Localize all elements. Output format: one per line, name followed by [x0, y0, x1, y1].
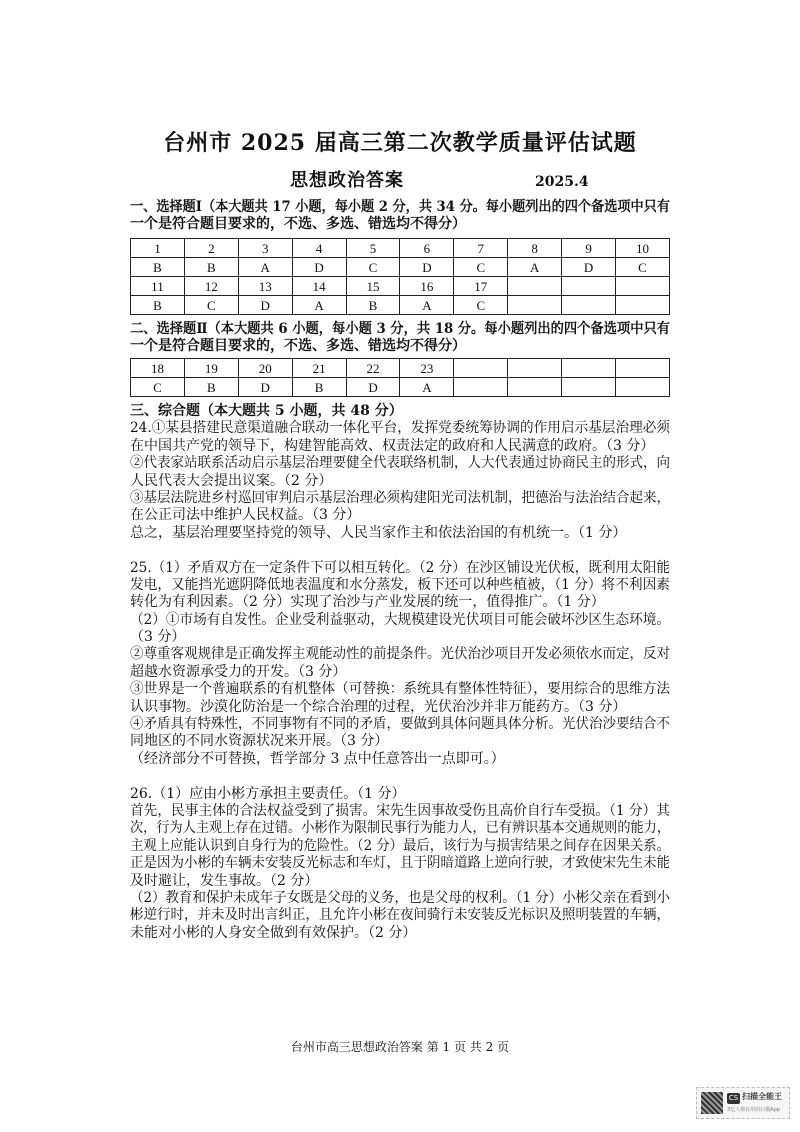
answer-body [130, 403, 670, 942]
camscanner-logo-icon: CS [728, 1094, 739, 1102]
table-cell: 10 [616, 239, 670, 258]
table-cell: B [346, 296, 400, 315]
blank-line [130, 542, 670, 559]
scanner-watermark [696, 1087, 790, 1119]
text-line: 在公正司法中维护人民权益。（3 分） [130, 507, 361, 524]
text-line: （经济部分不可替换，哲学部分 3 点中任意答出一点即可。） [130, 750, 505, 767]
table-cell [562, 359, 616, 378]
text-line: 26.（1）应由小彬方承担主要责任。（1 分） [130, 785, 406, 802]
text-line: ②尊重客观规律是正确发挥主观能动性的前提条件。光伏治沙项目开发必须依水而定，反对 [130, 646, 670, 663]
table-cell: C [346, 258, 400, 277]
table-cell [508, 378, 562, 397]
table-cell [616, 378, 670, 397]
table-cell: B [184, 258, 238, 277]
qr-code-icon [701, 1092, 723, 1114]
table-cell: 7 [454, 239, 508, 258]
table-cell: 12 [184, 277, 238, 296]
table-cell: 15 [346, 277, 400, 296]
table-cell: 20 [238, 359, 292, 378]
table-cell: C [454, 296, 508, 315]
table-cell [562, 296, 616, 315]
table-cell [616, 277, 670, 296]
table-cell: C [616, 258, 670, 277]
text-line: 总之，基层治理要坚持党的领导、人民当家作主和依法治国的有机统一。（1 分） [130, 524, 627, 541]
text-line: 24.①某县搭建民意渠道融合联动一体化平台，发挥党委统筹协调的作用启示基层治理必须 [130, 420, 670, 437]
page-footer: 台州市高三思想政治答案 第 1 页 共 2 页 [290, 1040, 510, 1054]
text-line: 转化为有利因素。（2 分）实现了治沙与产业发展的统一，值得推广。（1 分） [130, 594, 605, 611]
answer-row [131, 296, 670, 315]
document-subtitle: 思想政治答案 [290, 170, 404, 191]
text-line: 正是因为小彬的车辆未安装反光标志和车灯，且于阴暗道路上逆向行驶，才致使宋先生未能 [130, 855, 670, 872]
text-line: 同地区的不同水资源状况来开展。（3 分） [130, 733, 389, 750]
table-cell: C [131, 378, 185, 397]
text-line: ③基层法院进乡村巡回审判启示基层治理必须构建阳光司法机制，把德治与法治结合起来， [130, 489, 670, 506]
watermark-slogan: 3亿人都在用的扫描App [727, 1107, 780, 1113]
table-cell: 4 [292, 239, 346, 258]
text-line: 二、选择题Ⅱ（本大题共 6 小题，每小题 3 分，共 18 分。每小题列出的四个备选项中只有 [130, 321, 670, 337]
table-cell: A [400, 378, 454, 397]
table-cell: 5 [346, 239, 400, 258]
document-date: 2025.4 [535, 174, 589, 190]
text-line: ②代表家站联系活动启示基层治理要健全代表联络机制，人大代表通过协商民主的形式，向 [130, 455, 670, 472]
table-cell: A [400, 296, 454, 315]
answer-row [131, 258, 670, 277]
text-line: 认识事物。沙漠化防治是一个综合治理的过程，光伏治沙并非万能药方。（3 分） [130, 698, 627, 715]
watermark-name: 扫描全能王 [742, 1092, 782, 1101]
table-cell [616, 296, 670, 315]
text-line: ④矛盾具有特殊性，不同事物有不同的矛盾，要做到具体问题具体分析。光伏治沙要结合不 [130, 716, 670, 733]
table-cell: 6 [400, 239, 454, 258]
text-line: 彬逆行时，并未及时出言纠正，且允许小彬在夜间骑行未安装反光标识及照明装置的车辆， [130, 907, 670, 924]
text-line: 发电，又能挡光遮阴降低地表温度和水分蒸发，板下还可以种些植被，（1 分）将不利因素 [130, 576, 670, 593]
text-line: 人民代表大会提出议案。（2 分） [130, 472, 333, 489]
text-line: 在中国共产党的领导下，构建智能高效、权责法定的政府和人民满意的政府。（3 分） [130, 437, 655, 454]
section1-answer-table [130, 238, 670, 315]
table-cell: D [292, 258, 346, 277]
table-cell [508, 296, 562, 315]
text-line: 一、选择题Ⅰ（本大题共 17 小题，每小题 2 分，共 34 分。每小题列出的四个备选项中只有 [130, 199, 670, 215]
table-cell: 3 [238, 239, 292, 258]
table-cell: D [238, 378, 292, 397]
table-cell: B [131, 296, 185, 315]
text-line: （2）教育和保护未成年子女既是父母的义务，也是父母的权利。（1 分）小彬父亲在看到小 [130, 889, 670, 906]
table-cell: 22 [346, 359, 400, 378]
table-cell: D [346, 378, 400, 397]
table-cell: D [238, 296, 292, 315]
table-cell: 17 [454, 277, 508, 296]
table-cell: C [454, 258, 508, 277]
table-cell: 8 [508, 239, 562, 258]
text-line: 次，行为人主观上存在过错。小彬作为限制民事行为能力人，已有辨识基本交通规则的能力， [130, 820, 670, 837]
table-cell [562, 277, 616, 296]
blank-line [130, 768, 670, 785]
table-cell: A [238, 258, 292, 277]
section1-heading [130, 199, 670, 234]
document-title: 台州市 2025 届高三第二次教学质量评估试题 [163, 130, 637, 156]
section2-heading [130, 321, 670, 356]
table-cell: 11 [131, 277, 185, 296]
table-cell: 14 [292, 277, 346, 296]
table-cell: 9 [562, 239, 616, 258]
table-cell: 19 [184, 359, 238, 378]
text-line: 未能对小彬的人身安全做到有效保护。（2 分） [130, 924, 417, 941]
question-number-row [131, 277, 670, 296]
table-cell: 18 [131, 359, 185, 378]
table-cell: 2 [184, 239, 238, 258]
question-number-row [131, 239, 670, 258]
table-cell: D [400, 258, 454, 277]
answer-row [131, 378, 670, 397]
table-cell: A [292, 296, 346, 315]
table-cell: 13 [238, 277, 292, 296]
text-line: 及时避让，发生事故。（2 分） [130, 872, 319, 889]
table-cell: A [508, 258, 562, 277]
table-cell [454, 359, 508, 378]
table-cell: 21 [292, 359, 346, 378]
text-line: ③世界是一个普遍联系的有机整体（可替换：系统具有整体性特征），要用综合的思维方法 [130, 681, 670, 698]
table-cell: B [131, 258, 185, 277]
section2-answer-table [130, 358, 670, 397]
text-line: 主观上应能认识到自身行为的危险性。（2 分）最后，该行为与损害结果之间存在因果关系。 [130, 837, 670, 854]
text-line: 首先，民事主体的合法权益受到了损害。宋先生因事故受伤且高价自行车受损。（1 分）其 [130, 802, 670, 819]
table-cell [562, 378, 616, 397]
text-line: 25.（1）矛盾双方在一定条件下可以相互转化。（2 分）在沙区铺设光伏板，既利用太阳能 [130, 559, 670, 576]
table-cell: B [292, 378, 346, 397]
table-cell: B [184, 378, 238, 397]
table-cell [454, 378, 508, 397]
table-cell [508, 277, 562, 296]
text-line: 超越水资源承受力的开发。（3 分） [130, 663, 347, 680]
table-cell: 16 [400, 277, 454, 296]
table-cell [508, 359, 562, 378]
table-cell [616, 359, 670, 378]
text-line: （3 分） [130, 629, 186, 646]
table-cell: 23 [400, 359, 454, 378]
text-line: 三、综合题（本大题共 5 小题，共 48 分） [130, 403, 403, 419]
text-line: （2）①市场有自发性。企业受利益驱动，大规模建设光伏项目可能会破坏沙区生态环境。 [130, 611, 670, 628]
text-line: 一个是符合题目要求的，不选、多选、错选均不得分） [130, 216, 466, 233]
question-number-row [131, 359, 670, 378]
table-cell: 1 [131, 239, 185, 258]
table-cell: D [562, 258, 616, 277]
table-cell: C [184, 296, 238, 315]
text-line: 一个是符合题目要求的，不选、多选、错选均不得分） [130, 338, 466, 355]
